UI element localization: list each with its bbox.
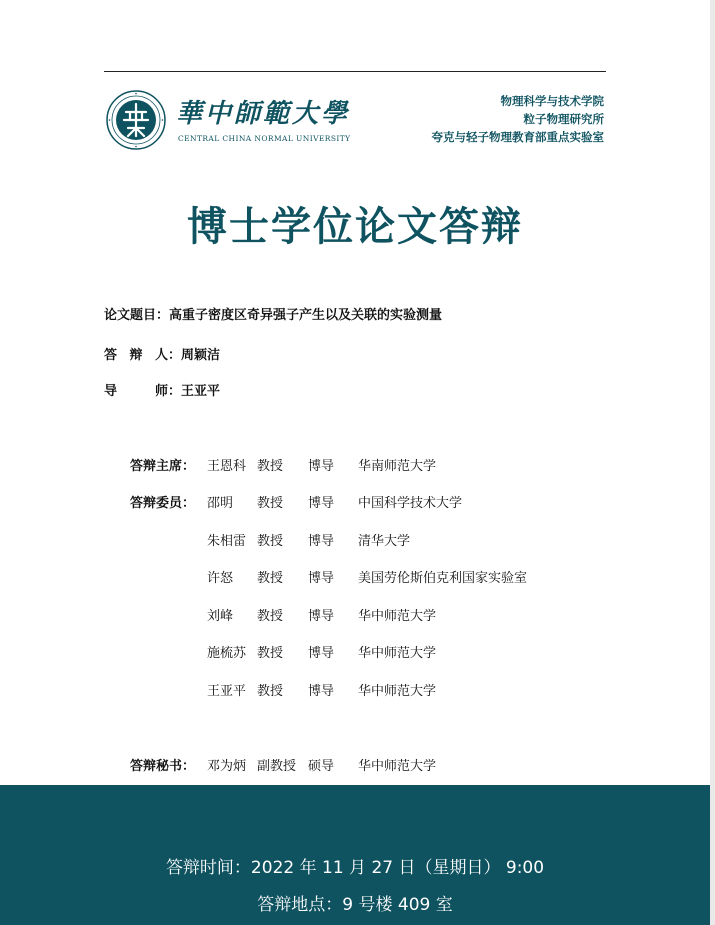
defense-time: 答辩时间：2022 年 11 月 27 日（星期日） 9:00 <box>165 858 545 878</box>
member-degree: 博导 <box>308 609 335 624</box>
member-name: 王亚平 <box>207 684 247 699</box>
top-rule <box>104 71 606 72</box>
university-name-cn: 華中師範大學 <box>176 99 351 129</box>
thesis-title-label: 论文题目： <box>104 307 170 323</box>
member-name: 朱相雷 <box>207 534 247 549</box>
member-institution: 华中师范大学 <box>358 684 437 699</box>
defender-value: 周颖洁 <box>181 347 221 363</box>
member-degree: 博导 <box>308 459 335 474</box>
member-name: 许怒 <box>207 571 234 586</box>
thesis-title-value: 高重子密度区奇异强子产生以及关联的实验测量 <box>169 307 443 323</box>
member-institution: 华南师范大学 <box>358 459 437 474</box>
member-institution: 华中师范大学 <box>358 759 437 774</box>
thesis-info <box>104 304 443 399</box>
advisor-line <box>104 380 220 398</box>
member-name: 施梳苏 <box>207 646 247 661</box>
defender-label-char: 答 <box>104 347 118 363</box>
defender-label-char: 人 <box>154 347 168 363</box>
member-name: 邵明 <box>207 496 234 511</box>
defense-place: 答辩地点：9 号楼 409 室 <box>257 895 453 915</box>
defender-line <box>104 344 220 362</box>
university-emblem-icon <box>106 90 166 150</box>
role-label: 答辩主席： <box>130 459 196 474</box>
department-line: 物理科学与技术学院 <box>500 94 604 108</box>
member-title: 教授 <box>257 534 284 549</box>
department-line: 粒子物理研究所 <box>523 112 604 126</box>
member-degree: 博导 <box>308 684 335 699</box>
member-title: 教授 <box>257 646 284 661</box>
defender-label <box>104 344 168 363</box>
member-title: 教授 <box>257 609 284 624</box>
member-institution: 华中师范大学 <box>358 609 437 624</box>
defender-colon: ： <box>168 347 182 363</box>
member-degree: 博导 <box>308 534 335 549</box>
role-label: 答辩委员： <box>130 496 196 511</box>
department-list <box>432 92 605 146</box>
member-name: 刘峰 <box>207 609 234 624</box>
member-institution: 华中师范大学 <box>358 646 437 661</box>
role-label: 答辩秘书： <box>130 759 196 774</box>
member-title: 教授 <box>257 684 284 699</box>
member-name: 邓为炳 <box>207 759 247 774</box>
university-name-en: CENTRAL CHINA NORMAL UNIVERSITY <box>178 134 351 143</box>
advisor-value: 王亚平 <box>181 383 221 399</box>
member-title: 教授 <box>257 459 284 474</box>
member-degree: 博导 <box>308 496 335 511</box>
advisor-label <box>104 380 168 399</box>
member-name: 王恩科 <box>207 459 247 474</box>
member-degree: 博导 <box>308 571 335 586</box>
member-institution: 中国科学技术大学 <box>358 496 463 511</box>
member-title: 教授 <box>257 571 284 586</box>
advisor-colon: ： <box>168 383 182 399</box>
member-title: 教授 <box>257 496 284 511</box>
defender-label-char: 辩 <box>129 347 143 363</box>
member-degree: 硕导 <box>308 759 335 774</box>
department-line: 夸克与轻子物理教育部重点实验室 <box>431 130 604 144</box>
advisor-label-char: 导 <box>104 383 118 399</box>
thesis-title-line <box>104 304 442 322</box>
page-title: 博士学位论文答辩 <box>187 204 523 250</box>
member-degree: 博导 <box>308 646 335 661</box>
member-institution: 清华大学 <box>358 534 411 549</box>
member-title: 副教授 <box>257 759 297 774</box>
advisor-label-char: 师 <box>154 383 168 399</box>
member-institution: 美国劳伦斯伯克利国家实验室 <box>358 571 528 586</box>
